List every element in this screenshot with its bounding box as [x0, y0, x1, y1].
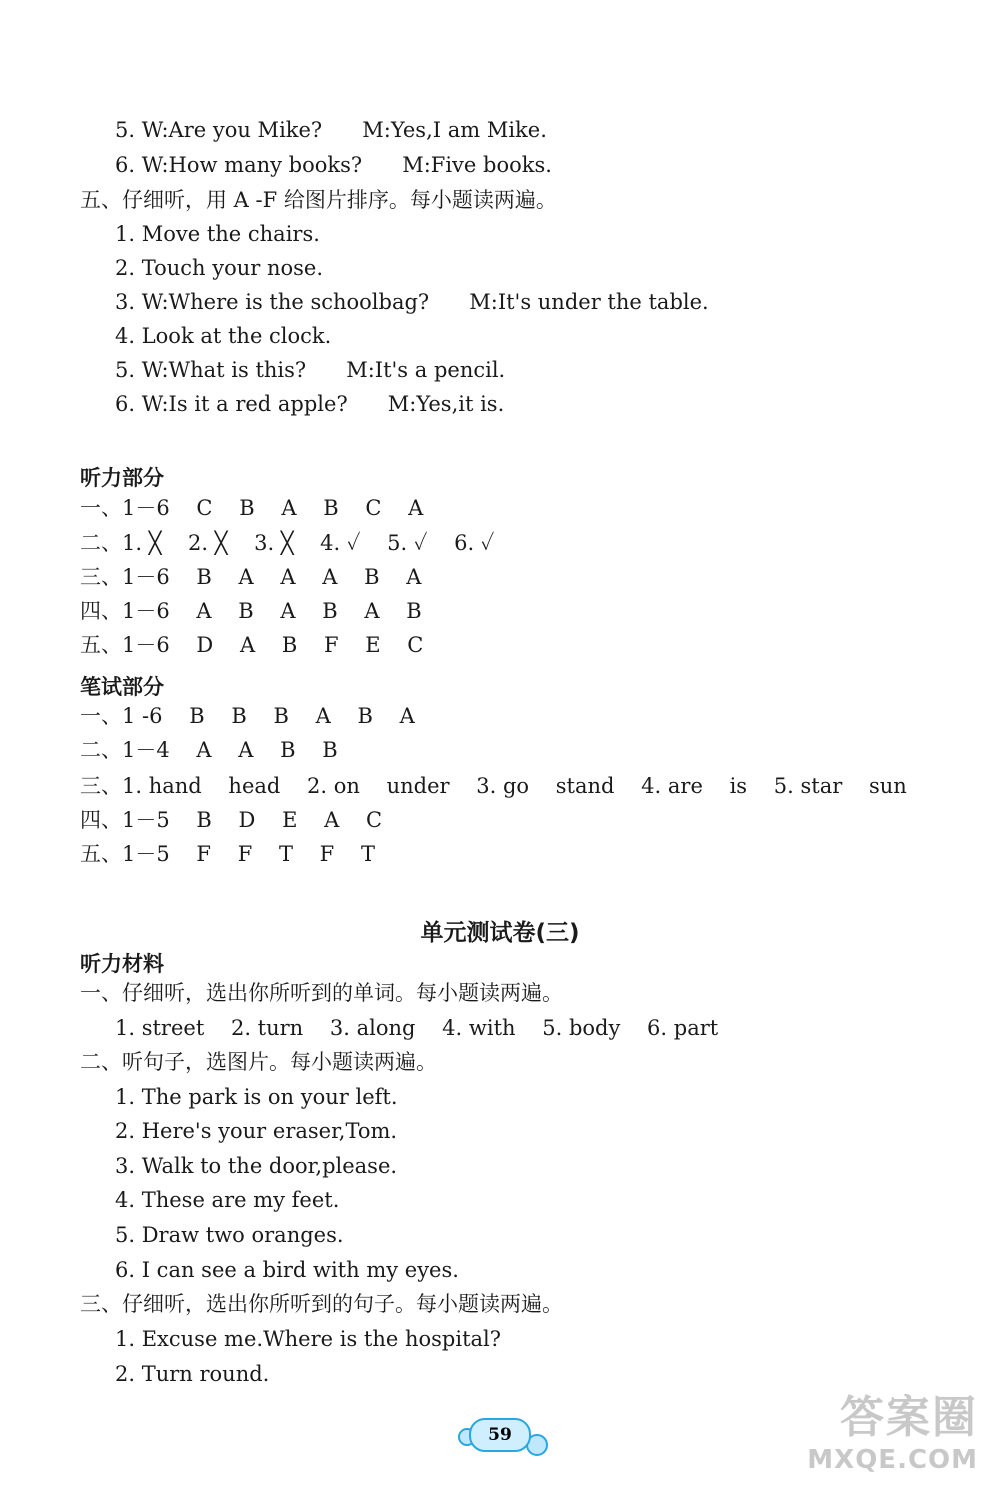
- answer-line: 一、1－6 C B A B C A: [80, 496, 424, 520]
- question-header: 五、仔细听，用 A -F 给图片排序。每小题读两遍。: [80, 188, 557, 212]
- section-heading: 听力部分: [80, 466, 164, 490]
- answer-line: 四、1－5 B D E A C: [80, 808, 383, 832]
- text-line: 1. The park is on your left.: [115, 1085, 398, 1109]
- answer-line: 二、1－4 A A B B: [80, 738, 338, 762]
- answer-line: 二、1. ╳ 2. ╳ 3. ╳ 4. ✓ 5. ✓ 6. ✓: [80, 531, 495, 555]
- answer-line: 三、1. hand head 2. on under 3. go stand 4. are is 5. star sun: [80, 774, 907, 798]
- text-line: 3. W:Where is the schoolbag? M:It's under the table.: [115, 290, 709, 314]
- text-line: 1. street 2. turn 3. along 4. with 5. body 6. part: [115, 1016, 719, 1040]
- text-line: 5. W:Are you Mike? M:Yes,I am Mike.: [115, 118, 547, 142]
- page-number-text: 59: [488, 1425, 512, 1445]
- watermark-logo: 答案圈: [840, 1392, 978, 1443]
- text-line: 4. These are my feet.: [115, 1188, 340, 1212]
- watermark: [807, 1381, 978, 1475]
- page-title: 单元测试卷(三): [420, 920, 580, 946]
- answer-line: 三、1－6 B A A A B A: [80, 565, 422, 589]
- section-heading: 听力材料: [80, 952, 164, 976]
- text-line: 6. I can see a bird with my eyes.: [115, 1258, 459, 1282]
- text-line: 2. Here's your eraser,Tom.: [115, 1119, 398, 1143]
- text-line: 1. Move the chairs.: [115, 222, 320, 246]
- answer-line: 五、1－5 F F T F T: [80, 842, 375, 866]
- page-number: [469, 1418, 531, 1452]
- text-line: 6. W:Is it a red apple? M:Yes,it is.: [115, 392, 505, 416]
- section-heading: 笔试部分: [80, 675, 164, 699]
- text-line: 5. Draw two oranges.: [115, 1223, 344, 1247]
- answer-line: 一、1 -6 B B B A B A: [80, 704, 415, 728]
- text-line: 6. W:How many books? M:Five books.: [115, 153, 552, 177]
- text-line: 5. W:What is this? M:It's a pencil.: [115, 358, 506, 382]
- text-line: 1. Excuse me.Where is the hospital?: [115, 1327, 502, 1351]
- answer-line: 四、1－6 A B A B A B: [80, 599, 422, 623]
- question-header: 一、仔细听，选出你所听到的单词。每小题读两遍。: [80, 981, 563, 1005]
- text-line: 4. Look at the clock.: [115, 324, 332, 348]
- question-header: 三、仔细听，选出你所听到的句子。每小题读两遍。: [80, 1292, 563, 1316]
- text-line: 2. Turn round.: [115, 1362, 270, 1386]
- answer-line: 五、1－6 D A B F E C: [80, 633, 424, 657]
- text-line: 3. Walk to the door,please.: [115, 1154, 398, 1178]
- question-header: 二、听句子，选图片。每小题读两遍。: [80, 1050, 437, 1074]
- text-line: 2. Touch your nose.: [115, 256, 324, 280]
- watermark-url: MXQE.COM: [807, 1445, 978, 1475]
